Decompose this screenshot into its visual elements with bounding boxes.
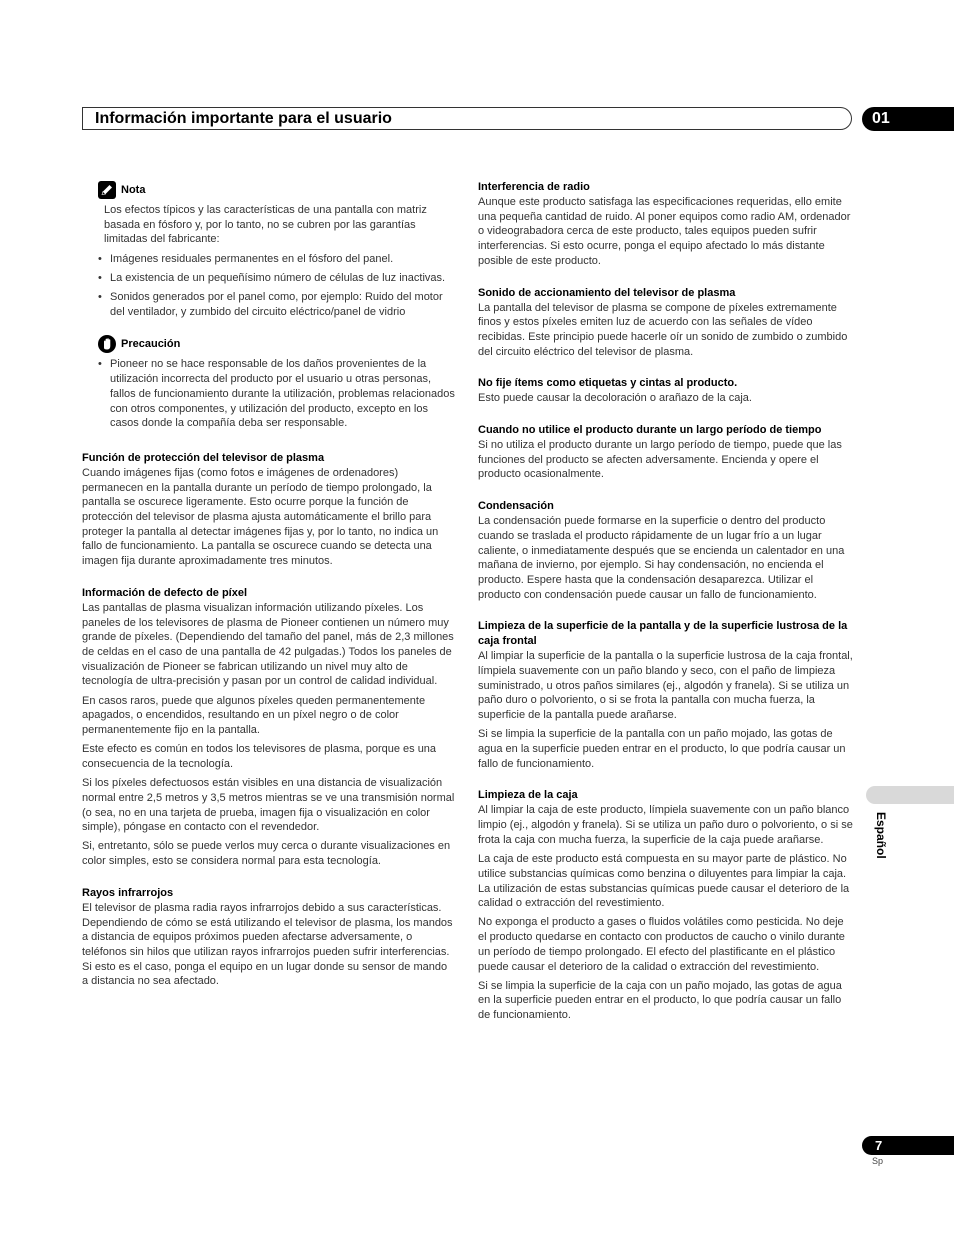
section-title: Condensación	[478, 500, 554, 513]
section-title: Rayos infrarrojos	[82, 886, 174, 899]
paragraph: Esto puede causar la decoloración o arañazo de la caja.	[478, 392, 752, 405]
note-intro: Los efectos típicos y las características de una pantalla con matriz basada en fósforo y, por lo tanto, no se cubren por las garantías limitadas del fabricante:	[104, 204, 427, 246]
paragraph: El televisor de plasma radia rayos infrarrojos debido a sus características. Dependiendo de cómo se está utilizando el televisor de plasma, los mandos a distancia de equipos próximos pueden afectarse adversamente, o teléfonos sin hilos que utilizan rayos infrarrojos pueden sufrir interferencias. Si esto es el caso, ponga el equipo en un lugar donde su sensor de mando a distancia no sea afectado.	[82, 901, 453, 988]
page-number: 7	[875, 1138, 883, 1153]
paragraph: Al limpiar la caja de este producto, límpiela suavemente con un paño blanco limpio (ej., algodón y franela). Si se utiliza un paño duro o polvoriento, o si se frota la caja con mucha fuerza, la superficie de la caja puede arañarse.	[478, 804, 853, 846]
list-item: • Pioneer no se hace responsable de los daños provenientes de la utilización incorrecta del producto por el usuario u otras personas, fallos de funcionamiento durante la utilización, problemas relacionados con otros componentes, y utilización del producto, excepto en los casos donde la compañía deba ser responsable.	[110, 357, 456, 431]
note-label: Nota	[121, 183, 146, 196]
page-number-tab	[862, 1136, 954, 1155]
paragraph: Si se limpia la superficie de la pantalla con un paño mojado, las gotas de agua en la superficie pueden entrar en el producto, lo que podría causar un fallo de funcionamiento.	[478, 728, 846, 770]
paragraph: Este efecto es común en todos los televisores de plasma, porque es una consecuencia de la tecnología.	[82, 743, 437, 770]
section-condensation	[478, 499, 854, 602]
caution-header	[98, 334, 456, 354]
note-list	[110, 252, 456, 320]
language-tab	[866, 786, 954, 804]
section-long-disuse	[478, 423, 854, 482]
page-title: Información importante para el usuario	[95, 110, 392, 127]
section-case-cleaning	[478, 788, 854, 1022]
note-box	[98, 180, 456, 319]
paragraph: Cuando imágenes fijas (como fotos e imágenes de ordenadores) permanecen en la pantalla durante un período de tiempo prolongado, la pantalla se oscurece ligeramente. Esto ocurre porque la función de protección del televisor de plasma ajusta automáticamente el brillo para proteger la pantalla al detectar imágenes fijas y, por lo tanto, no indica un fallo de funcionamiento. La pantalla se oscurece cuando se detecta una imagen fija durante aproximadamente tres minutos.	[82, 466, 439, 568]
paragraph: Si, entretanto, sólo se puede verlos muy cerca o durante visualizaciones en color simples, esto se considera normal para esta tecnología.	[82, 840, 451, 868]
section-title: Interferencia de radio	[478, 181, 590, 193]
section-title: Limpieza de la superficie de la pantalla y de la superficie lustrosa de la caja frontal	[478, 620, 848, 648]
pencil-note-icon	[98, 181, 116, 199]
hand-caution-icon	[98, 335, 116, 353]
paragraph: La pantalla del televisor de plasma se compone de píxeles extremamente finos y estos píxeles emiten luz de acuerdo con las señales de vídeo recibidas. Este principio puede hacerle oír un sonido de zumbido o zumbido del circuito eléctrico del televisor de plasma.	[478, 301, 848, 358]
section-title: Función de protección del televisor de plasma	[82, 451, 325, 464]
section-drive-sound	[478, 286, 854, 360]
language-code: Sp	[872, 1156, 884, 1166]
paragraph: Al limpiar la superficie de la pantalla o la superficie lustrosa de la caja frontal, límpiela suavemente con un paño blando y seco, con el paño de limpieza suministrado, u otros paños similares (ej., algodón y franela). Si se utiliza un paño duro o polvoriento, o si se frota la pantalla con mucha fuerza, la superficie de la pantalla puede arañarse.	[478, 650, 853, 722]
section-title: No fije ítems como etiquetas y cintas al producto.	[478, 377, 738, 390]
paragraph: La caja de este producto está compuesta en su mayor parte de plástico. No utilice substancias químicas como benzina o diluyentes para limpiar la caja. La utilización de estas substancias químicas puede causar el deterioro de la calidad o extracción del revestimiento.	[478, 853, 850, 910]
paragraph: Aunque este producto satisfaga las especificaciones requeridas, ello emite una pequeña cantidad de ruido. Al poner equipos como radio AM, ordenador o videograbadora cerca de este producto, tales equipos pueden sufrir interferencias. Si esto ocurre, ponga el equipo afectado lo más distante posible de este producto.	[478, 196, 851, 267]
section-infrared	[82, 886, 456, 989]
paragraph: No exponga el producto a gases o fluidos volátiles como pesticida. No deje el producto quedarse en contacto con productos de caucho o vinilo durante un período de tiempo prolongado. El efecto del plastificante en el plástico puede causar el deterioro de la calidad o extracción del revestimiento.	[478, 916, 845, 973]
section-labels-tapes	[478, 376, 854, 406]
paragraph: Si se limpia la superficie de la caja con un paño mojado, las gotas de agua en la superficie pueden entrar en el producto, lo que podría causar un fallo de funcionamiento.	[478, 979, 842, 1022]
right-column	[478, 180, 854, 1040]
section-title: Sonido de accionamiento del televisor de plasma	[478, 286, 736, 299]
caution-label: Precaución	[121, 338, 181, 351]
list-item: • La existencia de un pequeñísimo número de células de luz inactivas.	[110, 271, 456, 286]
section-title: Cuando no utilice el producto durante un largo período de tiempo	[478, 424, 822, 437]
chapter-number: 01	[872, 110, 890, 127]
paragraph: Si los píxeles defectuosos están visibles en una distancia de visualización normal entre 2,5 metros y 3,5 metros mientras se ve una transmisión normal (o sea, no en una tarjeta de prueba, imagen fija o visualización en color simple), póngase en contacto con el revendedor.	[82, 777, 455, 834]
section-plasma-protection	[82, 451, 456, 569]
language-label: Español	[874, 812, 888, 859]
caution-list	[110, 357, 456, 431]
section-title: Limpieza de la caja	[478, 789, 578, 802]
caution-body	[104, 357, 456, 431]
section-title: Información de defecto de píxel	[82, 586, 248, 599]
list-item: • Sonidos generados por el panel como, por ejemplo: Ruido del motor del ventilador, y zumbido del circuito eléctrico/panel de vidrio	[110, 290, 456, 319]
section-radio-interference	[478, 180, 854, 269]
note-header	[98, 180, 456, 200]
section-screen-cleaning	[478, 619, 854, 771]
caution-box	[98, 334, 456, 431]
left-column	[82, 180, 456, 1006]
chapter-tab	[862, 107, 954, 131]
section-pixel-defect	[82, 586, 456, 869]
paragraph: La condensación puede formarse en la superficie o dentro del producto cuando se traslada el producto rápidamente de un lugar frío a un lugar caliente, o inmediatamente después que se encienda un calentador en una mañana de invierno, por ejemplo. Si hay condensación, no encienda el producto. Espere hasta que la condensación desaparezca. Utilizar el producto con condensación puede causar un fallo de funcionamiento.	[478, 515, 845, 601]
list-item: • Imágenes residuales permanentes en el fósforo del panel.	[110, 252, 456, 267]
paragraph: Si no utiliza el producto durante un largo período de tiempo, puede que las funciones del producto se afecten adversamente. Encienda y opere el producto ocasionalmente.	[478, 439, 842, 481]
chapter-header	[82, 107, 852, 130]
paragraph: En casos raros, puede que algunos píxeles queden permanentemente apagados, o encendidos, resultando en un píxel negro o de color permanentemente fijo en la pantalla.	[82, 694, 426, 736]
note-body	[104, 203, 456, 319]
paragraph: Las pantallas de plasma visualizan información utilizando píxeles. Los paneles de los televisores de plasma de Pioneer contienen un número muy grande de píxeles. (Dependiendo del tamaño del panel, más de 2,3 millones de celdas en el caso de una pantalla de 42 pulgadas.) Todos los paneles de visualización de Pioneer se fabrican utilizando un nivel muy alto de tecnología de ultra-precisión y pasan por un control de calidad individual.	[82, 601, 454, 688]
